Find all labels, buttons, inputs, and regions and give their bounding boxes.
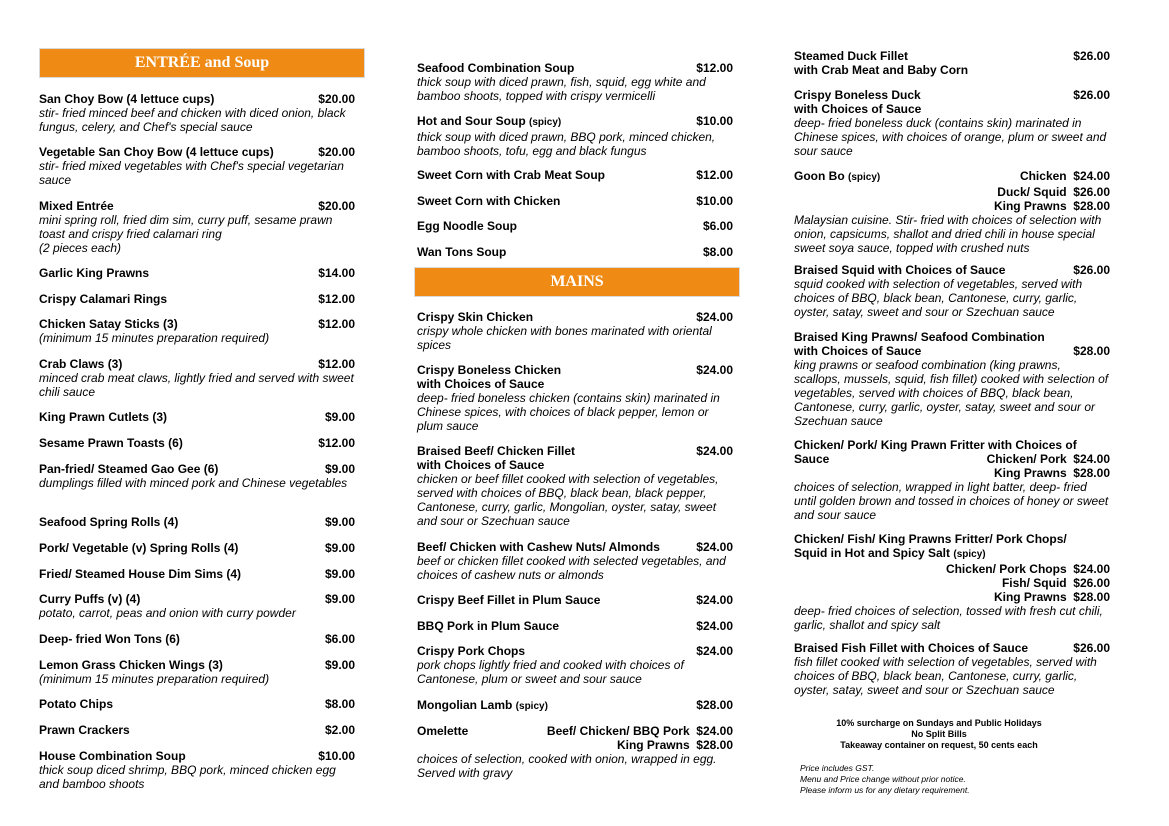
menu-item: Goon Bo (spicy) Chicken $24.00 Duck/ Squid $26.00 King Prawns $28.00 Malaysian cuisine. Stir- fried with choices of selection with onion, capsicums, shallot and dried chili in house special sweet soya sauce, topped with crushed nuts: [794, 169, 1110, 255]
menu-item: Omelette Beef/ Chicken/ BBQ Pork $24.00 King Prawns $28.00 choices of selection, cooked with onion, wrapped in egg. Served with gravy: [417, 724, 733, 780]
mains-header: MAINS: [414, 267, 740, 297]
menu-item: Crispy Beef Fillet in Plum Sauce $24.00: [417, 593, 733, 607]
menu-item: Sesame Prawn Toasts (6) $12.00: [39, 436, 355, 450]
menu-item: Garlic King Prawns $14.00: [39, 266, 355, 280]
menu-item: House Combination Soup $10.00 thick soup diced shrimp, BBQ pork, minced chicken egg and bamboo shoots: [39, 749, 355, 791]
menu-item: Prawn Crackers $2.00: [39, 723, 355, 737]
menu-item: Crab Claws (3) $12.00 minced crab meat claws, lightly fried and served with sweet chili sauce: [39, 357, 355, 399]
menu-item: Potato Chips $8.00: [39, 697, 355, 711]
menu-item: Curry Puffs (v) (4) $9.00 potato, carrot, peas and onion with curry powder: [39, 592, 355, 620]
entree-header: ENTRÉE and Soup: [39, 48, 365, 78]
menu-item: Crispy Calamari Rings $12.00: [39, 292, 355, 306]
menu-item: Vegetable San Choy Bow (4 lettuce cups) $20.00 stir- fried mixed vegetables with Chef's special vegetarian sauce: [39, 145, 355, 187]
menu-item: Crispy Boneless Duck $26.00 with Choices of Sauce deep- fried boneless duck (contains skin) marinated in Chinese spices, with choices of orange, plum or sweet and sour sauce: [794, 88, 1110, 158]
menu-item: Braised Squid with Choices of Sauce $26.00 squid cooked with selection of vegetables, served with choices of BBQ, black bean, Cantonese, curry, garlic, oyster, satay, sweet and sour or Szechuan sauce: [794, 263, 1110, 319]
menu-item: Chicken/ Fish/ King Prawns Fritter/ Pork Chops/ Squid in Hot and Spicy Salt (spicy) Chicken/ Pork Chops $24.00 Fish/ Squid $26.00 King Prawns $28.00 deep- fried choices of selection, tossed with fresh cut chili, garlic, shallot and spicy salt: [794, 532, 1110, 632]
menu-item: Braised King Prawns/ Seafood Combination with Choices of Sauce $28.00 king prawns or seafood combination (king prawns, scallops, mussels, squid, fish fillet) cooked with selection of vegetables, served with choices of BBQ, black bean, Cantonese, curry, garlic, oyster, satay, sweet and sour or Szechuan sauce: [794, 330, 1110, 428]
menu-item: Mixed Entrée $20.00 mini spring roll, fried dim sim, curry puff, sesame prawn toast and crispy fried calamari ring (2 pieces each): [39, 199, 355, 255]
menu-item: Fried/ Steamed House Dim Sims (4) $9.00: [39, 567, 355, 581]
menu-item: Mongolian Lamb (spicy) $28.00: [417, 698, 733, 712]
menu-item: Crispy Skin Chicken $24.00 crispy whole chicken with bones marinated with oriental spices: [417, 310, 733, 352]
menu-item: Crispy Pork Chops $24.00 pork chops lightly fried and cooked with choices of Cantonese, plum or sweet and sour sauce: [417, 644, 733, 686]
menu-item: Chicken Satay Sticks (3) $12.00 (minimum 15 minutes preparation required): [39, 317, 355, 345]
menu-item: Sweet Corn with Crab Meat Soup $12.00: [417, 168, 733, 182]
menu-item: Steamed Duck Fillet $26.00 with Crab Meat and Baby Corn: [794, 49, 1110, 77]
menu-item: Egg Noodle Soup $6.00: [417, 219, 733, 233]
menu-item: Deep- fried Won Tons (6) $6.00: [39, 632, 355, 646]
menu-item: King Prawn Cutlets (3) $9.00: [39, 410, 355, 424]
menu-item: Hot and Sour Soup (spicy) $10.00 thick soup with diced prawn, BBQ pork, minced chicken, bamboo shoots, tofu, egg and black fungus: [417, 114, 733, 158]
menu-item: Lemon Grass Chicken Wings (3) $9.00 (minimum 15 minutes preparation required): [39, 658, 355, 686]
surcharge-notes: 10% surcharge on Sundays and Public Holidays No Split Bills Takeaway container on request, 50 cents each: [836, 718, 1042, 750]
menu-item: BBQ Pork in Plum Sauce $24.00: [417, 619, 733, 633]
fine-print: Price includes GST. Menu and Price change without prior notice. Please inform us for any dietary requirement.: [800, 763, 970, 795]
menu-item: Sweet Corn with Chicken $10.00: [417, 194, 733, 208]
menu-item: Pan-fried/ Steamed Gao Gee (6) $9.00 dumplings filled with minced pork and Chinese vegetables: [39, 462, 355, 490]
menu-item: Seafood Spring Rolls (4) $9.00: [39, 515, 355, 529]
menu-item: San Choy Bow (4 lettuce cups) $20.00 stir- fried minced beef and chicken with diced onion, black fungus, celery, and Chef's special sauce: [39, 92, 355, 134]
menu-item: Crispy Boneless Chicken $24.00 with Choices of Sauce deep- fried boneless chicken (contains skin) marinated in Chinese spices, with choices of black pepper, lemon or plum sauce: [417, 363, 733, 433]
menu-item: Pork/ Vegetable (v) Spring Rolls (4) $9.00: [39, 541, 355, 555]
menu-item: Wan Tons Soup $8.00: [417, 245, 733, 259]
menu-item: Braised Beef/ Chicken Fillet $24.00 with Choices of Sauce chicken or beef fillet cooked with selection of vegetables, served with choices of BBQ, black bean, black pepper, Cantonese, curry, garlic, Mongolian, oyster, satay, sweet and sour or Szechuan sauce: [417, 444, 733, 528]
menu-item: Beef/ Chicken with Cashew Nuts/ Almonds $24.00 beef or chicken fillet cooked with selected vegetables, and choices of cashew nuts or almonds: [417, 540, 733, 582]
menu-item: Chicken/ Pork/ King Prawn Fritter with Choices of Sauce Chicken/ Pork $24.00 King Prawns $28.00 choices of selection, wrapped in light batter, deep- fried until golden brown and tossed in choices of honey or sweet and sour sauce: [794, 438, 1110, 522]
menu-item: Braised Fish Fillet with Choices of Sauce $26.00 fish fillet cooked with selection of vegetables, served with choices of BBQ, black bean, Cantonese, curry, garlic, oyster, satay, sweet and sour or Szechuan sauce: [794, 641, 1110, 697]
menu-item: Seafood Combination Soup $12.00 thick soup with diced prawn, fish, squid, egg white and bamboo shoots, topped with crispy vermicelli: [417, 61, 733, 103]
